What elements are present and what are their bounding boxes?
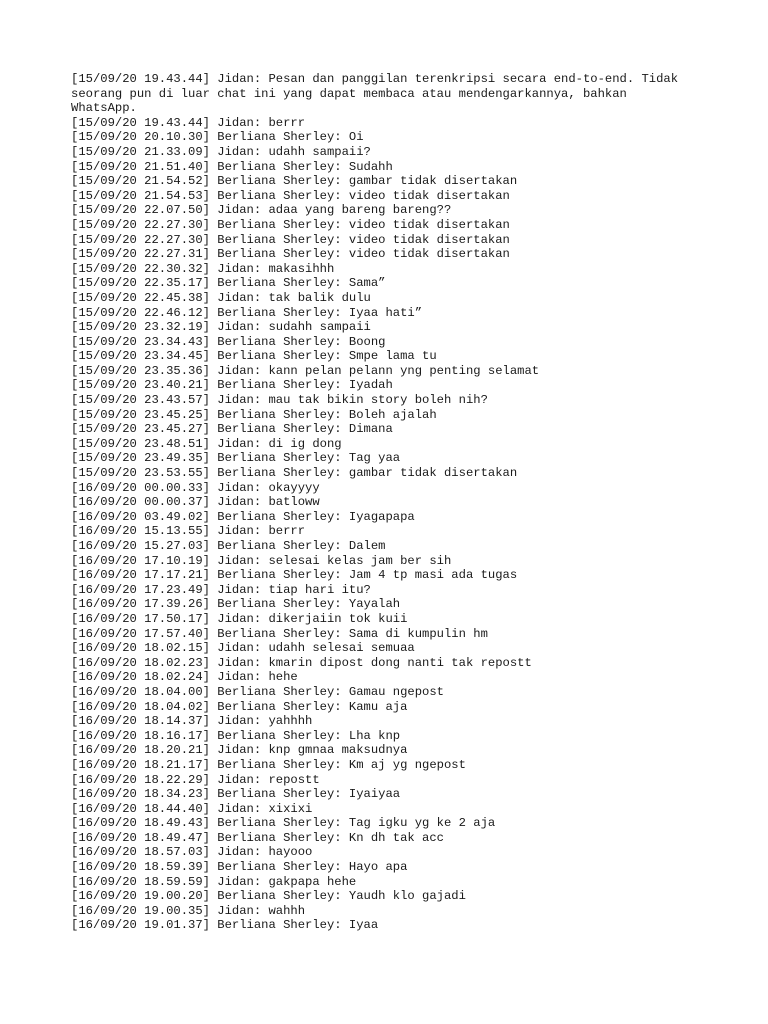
chat-message-line: [15/09/20 22.35.17] Berliana Sherley: Sama” xyxy=(71,276,386,291)
chat-message-line: [16/09/20 00.00.33] Jidan: okayyyy xyxy=(71,480,320,495)
chat-message-line: [15/09/20 21.54.52] Berliana Sherley: gambar tidak disertakan xyxy=(71,174,518,189)
chat-message-line: [16/09/20 17.23.49] Jidan: tiap hari itu? xyxy=(71,582,371,597)
chat-message-line: [15/09/20 23.49.35] Berliana Sherley: Tag yaa xyxy=(71,451,401,466)
chat-message-line: [16/09/20 18.14.37] Jidan: yahhhh xyxy=(71,714,313,729)
chat-message-line: [15/09/20 23.35.36] Jidan: kann pelan pelann yng penting selamat xyxy=(71,363,540,378)
chat-message-line: [16/09/20 18.57.03] Jidan: hayooo xyxy=(71,845,313,860)
chat-message-line: [15/09/20 22.45.38] Jidan: tak balik dulu xyxy=(71,290,371,305)
chat-message-line: [16/09/20 18.02.23] Jidan: kmarin dipost dong nanti tak repostt xyxy=(71,655,532,670)
chat-message-line: [15/09/20 22.30.32] Jidan: makasihhh xyxy=(71,261,335,276)
chat-message-line: [15/09/20 23.53.55] Berliana Sherley: gambar tidak disertakan xyxy=(71,466,518,481)
chat-message-line: [16/09/20 18.34.23] Berliana Sherley: Iyaiyaa xyxy=(71,787,401,802)
chat-message-line: [16/09/20 17.39.26] Berliana Sherley: Yayalah xyxy=(71,597,401,612)
chat-message-line: [16/09/20 15.27.03] Berliana Sherley: Dalem xyxy=(71,539,386,553)
chat-message-line: [16/09/20 19.01.37] Berliana Sherley: Iyaa xyxy=(71,918,379,933)
chat-message-line: [15/09/20 23.43.57] Jidan: mau tak bikin story boleh nih? xyxy=(71,393,488,408)
chat-message-line: [16/09/20 18.04.02] Berliana Sherley: Kamu aja xyxy=(71,699,408,714)
chat-message-line: [15/09/20 23.34.45] Berliana Sherley: Smpe lama tu xyxy=(71,349,437,364)
chat-message-line: [16/09/20 18.22.29] Jidan: repostt xyxy=(71,772,320,787)
chat-message-line: [16/09/20 18.20.21] Jidan: knp gmnaa maksudnya xyxy=(71,743,408,758)
chat-message-line: [15/09/20 20.10.30] Berliana Sherley: Oi xyxy=(71,130,364,145)
chat-message-line: [15/09/20 22.27.31] Berliana Sherley: video tidak disertakan xyxy=(71,247,510,262)
chat-message-line: [15/09/20 23.34.43] Berliana Sherley: Boong xyxy=(71,334,386,349)
chat-message-line: [16/09/20 18.02.24] Jidan: hehe xyxy=(71,670,298,685)
chat-message-line: [16/09/20 18.49.43] Berliana Sherley: Tag igku yg ke 2 aja xyxy=(71,816,496,831)
chat-message-line: [16/09/20 18.49.47] Berliana Sherley: Kn dh tak acc xyxy=(71,830,444,845)
chat-message-line: [15/09/20 23.45.25] Berliana Sherley: Boleh ajalah xyxy=(71,407,437,422)
chat-message-line: [15/09/20 23.40.21] Berliana Sherley: Iyadah xyxy=(71,378,393,393)
intro-line-2: seorang pun di luar chat ini yang dapat membaca atau mendengarkannya, bahkan xyxy=(71,86,627,101)
chat-message-line: [15/09/20 23.48.51] Jidan: di ig dong xyxy=(71,436,342,451)
chat-message-line: [15/09/20 22.27.30] Berliana Sherley: video tidak disertakan xyxy=(71,217,510,232)
chat-message-line: [15/09/20 21.54.53] Berliana Sherley: video tidak disertakan xyxy=(71,188,510,203)
chat-message-line: [16/09/20 19.00.20] Berliana Sherley: Yaudh klo gajadi xyxy=(71,889,466,904)
chat-message-line: [15/09/20 23.32.19] Jidan: sudahh sampaii xyxy=(71,320,371,335)
chat-message-line: [15/09/20 19.43.44] Jidan: berrr xyxy=(71,115,306,130)
chat-message-line: [16/09/20 18.21.17] Berliana Sherley: Km aj yg ngepost xyxy=(71,757,466,772)
chat-message-line: [15/09/20 22.46.12] Berliana Sherley: Iyaa hati” xyxy=(71,305,423,320)
chat-message-line: [16/09/20 18.04.00] Berliana Sherley: Gamau ngepost xyxy=(71,684,444,699)
chat-message-line: [16/09/20 18.16.17] Berliana Sherley: Lha knp xyxy=(71,728,401,743)
chat-message-line: [16/09/20 18.44.40] Jidan: xixixi xyxy=(71,801,313,816)
message-list xyxy=(71,116,721,933)
chat-message-line: [16/09/20 17.17.21] Berliana Sherley: Jam 4 tp masi ada tugas xyxy=(71,568,518,583)
chat-message-line: [16/09/20 18.59.59] Jidan: gakpapa hehe xyxy=(71,874,357,889)
chat-message-line: [16/09/20 18.02.15] Jidan: udahh selesai semuaa xyxy=(71,641,415,656)
chat-message-line: [15/09/20 21.33.09] Jidan: udahh sampaii? xyxy=(71,144,371,159)
chat-message-line: [16/09/20 00.00.37] Jidan: batloww xyxy=(71,495,320,510)
chat-message-line: [16/09/20 15.13.55] Jidan: berrr xyxy=(71,524,306,539)
chat-message-line: [16/09/20 03.49.02] Berliana Sherley: Iyagapapa xyxy=(71,509,415,524)
chat-message-line: [15/09/20 22.07.50] Jidan: adaa yang bareng bareng?? xyxy=(71,203,452,218)
chat-transcript xyxy=(71,72,721,933)
chat-message-line: [16/09/20 17.50.17] Jidan: dikerjaiin tok kuii xyxy=(71,611,408,626)
chat-message-line: [16/09/20 18.59.39] Berliana Sherley: Hayo apa xyxy=(71,860,408,875)
chat-message-line: [15/09/20 22.27.30] Berliana Sherley: video tidak disertakan xyxy=(71,232,510,247)
chat-message-line: [16/09/20 17.10.19] Jidan: selesai kelas jam ber sih xyxy=(71,553,452,568)
intro-line-1: [15/09/20 19.43.44] Jidan: Pesan dan panggilan terenkripsi secara end-to-end. Tidak xyxy=(71,72,679,86)
intro-line-3: WhatsApp. xyxy=(71,101,137,116)
chat-message-line: [15/09/20 21.51.40] Berliana Sherley: Sudahh xyxy=(71,159,393,174)
chat-message-line: [16/09/20 17.57.40] Berliana Sherley: Sama di kumpulin hm xyxy=(71,626,488,641)
chat-message-line: [15/09/20 23.45.27] Berliana Sherley: Dimana xyxy=(71,422,393,437)
chat-message-line: [16/09/20 19.00.35] Jidan: wahhh xyxy=(71,903,306,918)
